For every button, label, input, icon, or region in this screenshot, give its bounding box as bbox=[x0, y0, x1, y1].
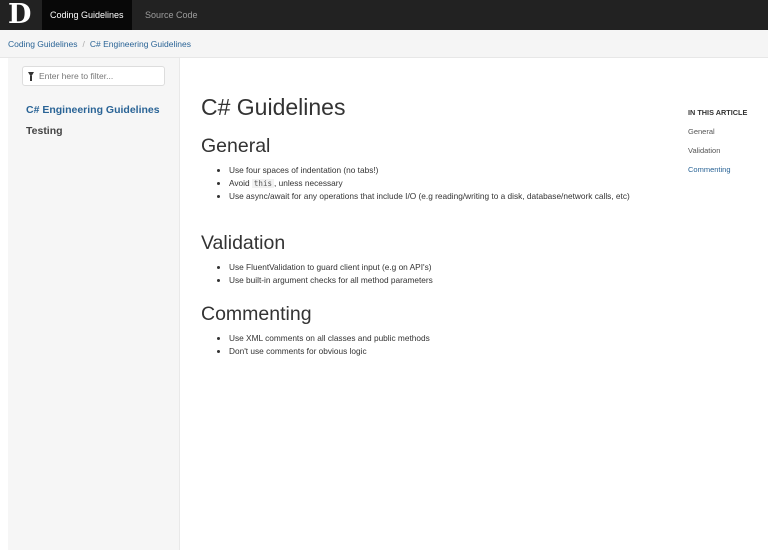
sidebar-item-csharp-engineering-guidelines[interactable]: C# Engineering Guidelines bbox=[26, 104, 160, 116]
breadcrumb-separator: / bbox=[82, 39, 85, 49]
inline-code: this bbox=[253, 179, 272, 188]
in-this-article-link-commenting[interactable]: Commenting bbox=[688, 165, 731, 174]
filter-input[interactable] bbox=[22, 66, 165, 86]
section-heading-validation: Validation bbox=[201, 232, 286, 254]
in-this-article-nav bbox=[688, 108, 768, 174]
filter-icon bbox=[28, 72, 34, 77]
section-heading-general: General bbox=[201, 135, 271, 157]
nav-tab-source-code[interactable]: Source Code bbox=[145, 10, 198, 20]
general-list bbox=[229, 164, 669, 203]
top-navbar bbox=[0, 0, 768, 30]
filter-placeholder: Enter here to filter... bbox=[39, 71, 114, 81]
list-item bbox=[229, 177, 669, 190]
list-item: • Use built-in argument checks for all method parameters bbox=[229, 274, 669, 287]
site-logo[interactable]: D bbox=[8, 0, 32, 30]
section-heading-commenting: Commenting bbox=[201, 303, 312, 325]
breadcrumb-item-coding-guidelines[interactable]: Coding Guidelines bbox=[8, 39, 78, 49]
page-title: C# Guidelines bbox=[201, 94, 346, 120]
list-item-text: Avoid bbox=[229, 178, 252, 188]
sidebar bbox=[8, 58, 180, 550]
list-item: • Use XML comments on all classes and public methods bbox=[229, 332, 669, 345]
list-item-text: , unless necessary bbox=[273, 178, 343, 188]
list-item: • Don't use comments for obvious logic bbox=[229, 345, 669, 358]
in-this-article-title: IN THIS ARTICLE bbox=[688, 108, 748, 117]
in-this-article-link-general[interactable]: General bbox=[688, 127, 715, 136]
validation-list bbox=[229, 261, 669, 287]
list-item: • Use four spaces of indentation (no tabs!) bbox=[229, 164, 669, 177]
in-this-article-link-validation[interactable]: Validation bbox=[688, 146, 721, 155]
list-item: • Use FluentValidation to guard client input (e.g on API's) bbox=[229, 261, 669, 274]
list-item: • Use async/await for any operations that include I/O (e.g reading/writing to a disk, database/network calls, etc) bbox=[229, 190, 669, 203]
commenting-list bbox=[229, 332, 669, 358]
breadcrumb-item-csharp-guidelines[interactable]: C# Engineering Guidelines bbox=[89, 39, 191, 49]
breadcrumb bbox=[0, 30, 768, 58]
sidebar-item-testing[interactable]: Testing bbox=[26, 125, 63, 137]
nav-tab-coding-guidelines[interactable]: Coding Guidelines bbox=[42, 0, 132, 30]
